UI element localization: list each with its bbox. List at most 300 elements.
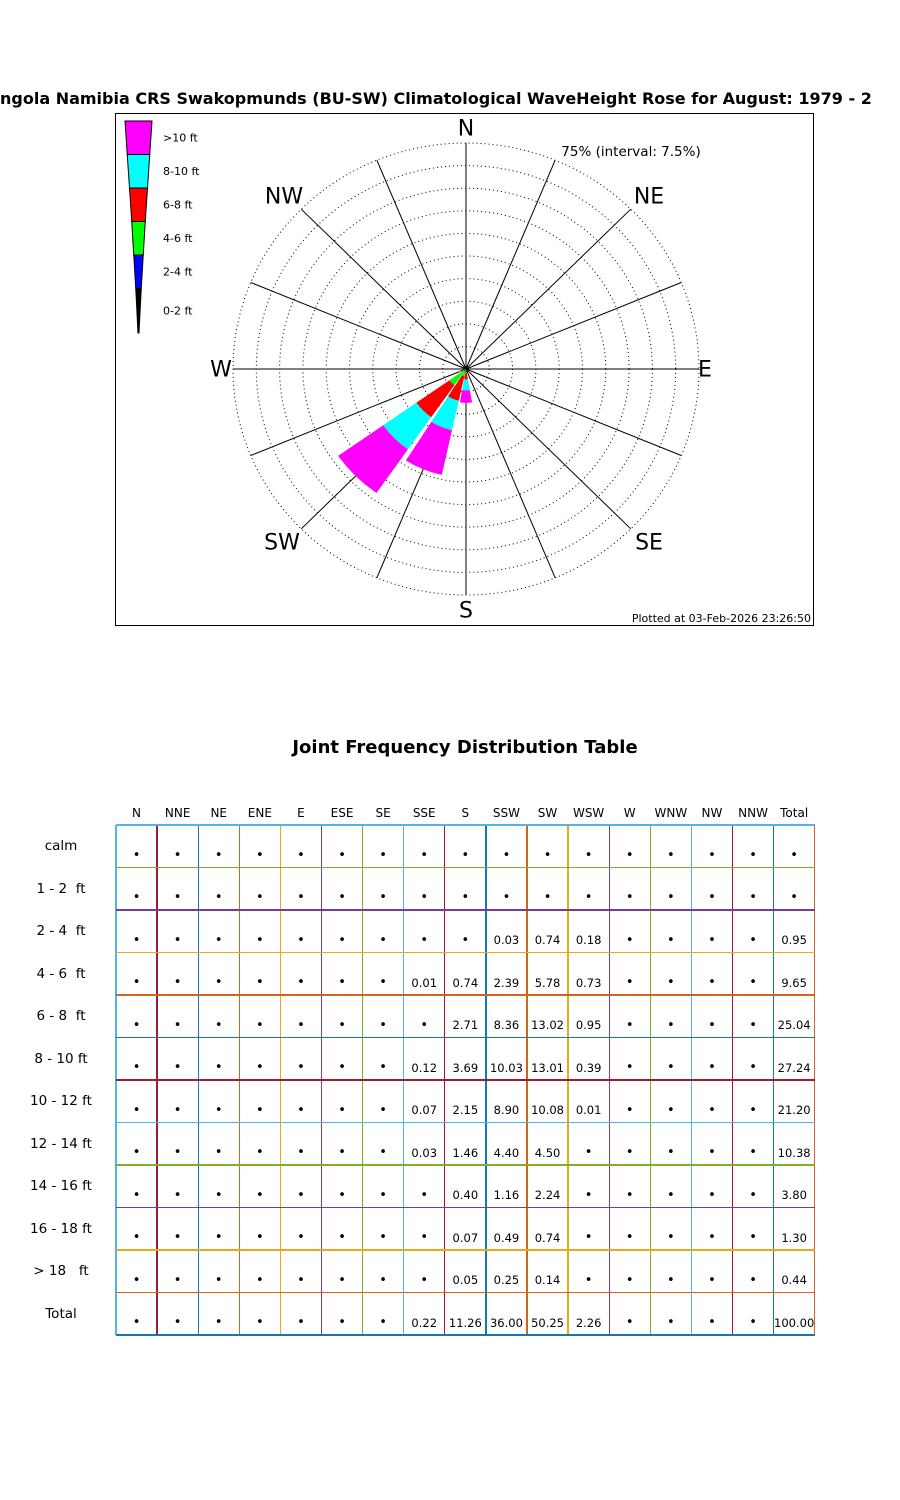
zero-dot: •	[749, 1230, 757, 1246]
table-cell	[609, 1038, 650, 1081]
table-cell	[404, 1165, 445, 1208]
table-cell	[609, 910, 650, 953]
table-cell	[280, 868, 321, 911]
table-cell	[116, 995, 157, 1038]
zero-dot: •	[338, 1272, 346, 1288]
zero-dot: •	[173, 932, 182, 948]
table-cell	[198, 825, 239, 868]
zero-dot: •	[625, 1060, 634, 1076]
table-cell	[445, 1038, 486, 1081]
zero-dot: •	[214, 1315, 223, 1331]
zero-dot: •	[338, 890, 346, 906]
row-label: 2 - 4 ft	[36, 923, 86, 940]
table-cell	[733, 1293, 774, 1336]
table-cell	[774, 1208, 815, 1251]
table-cell	[527, 953, 568, 996]
zero-dot: •	[338, 847, 346, 863]
zero-dot: •	[132, 1272, 141, 1288]
zero-dot: •	[132, 1017, 141, 1033]
zero-dot: •	[338, 1145, 346, 1161]
frequency-value: 0.18	[575, 933, 602, 948]
row-label: 14 - 16 ft	[30, 1178, 92, 1195]
frequency-value: 8.90	[493, 1103, 520, 1118]
zero-dot: •	[667, 1145, 675, 1161]
table-cell	[568, 910, 609, 953]
zero-dot: •	[749, 847, 757, 863]
table-cell	[733, 995, 774, 1038]
table-cell	[322, 825, 363, 868]
table-cell	[363, 1165, 404, 1208]
zero-dot: •	[214, 1272, 223, 1288]
zero-dot: •	[256, 1060, 264, 1076]
zero-dot: •	[625, 1187, 634, 1203]
compass-label-w: W	[210, 357, 232, 383]
zero-dot: •	[749, 975, 757, 991]
frequency-value: 25.04	[777, 1018, 811, 1033]
zero-dot: •	[625, 1272, 634, 1288]
table-cell	[322, 1250, 363, 1293]
zero-dot: •	[790, 890, 798, 906]
zero-dot: •	[173, 1230, 182, 1246]
table-cell	[157, 953, 198, 996]
zero-dot: •	[214, 1230, 223, 1246]
table-cell	[445, 1123, 486, 1166]
zero-dot: •	[667, 1060, 675, 1076]
frequency-value: 3.80	[781, 1188, 807, 1203]
table-cell	[691, 953, 732, 996]
table-cell	[322, 1080, 363, 1123]
zero-dot: •	[625, 1315, 634, 1331]
frequency-value: 2.26	[575, 1315, 602, 1330]
zero-dot: •	[584, 1230, 593, 1246]
table-cell	[527, 1250, 568, 1293]
table-cell	[733, 1208, 774, 1251]
table-cell	[568, 1038, 609, 1081]
col-header-total: Total	[780, 806, 809, 820]
table-cell	[280, 1080, 321, 1123]
zero-dot: •	[625, 932, 634, 948]
frequency-value: 36.00	[489, 1315, 523, 1330]
frequency-value: 0.74	[452, 975, 479, 990]
frequency-value: 0.73	[575, 975, 602, 990]
zero-dot: •	[256, 1315, 264, 1331]
col-header-w: W	[623, 806, 636, 820]
table-cell	[157, 1293, 198, 1336]
col-header-ssw: SSW	[492, 806, 520, 820]
table-cell	[486, 825, 527, 868]
zero-dot: •	[132, 932, 141, 948]
zero-dot: •	[214, 932, 223, 948]
zero-dot: •	[379, 847, 387, 863]
zero-dot: •	[338, 1017, 346, 1033]
table-cell	[568, 1208, 609, 1251]
table-cell	[363, 825, 404, 868]
zero-dot: •	[338, 1060, 346, 1076]
zero-dot: •	[708, 1187, 716, 1203]
frequency-value: 0.74	[534, 1230, 561, 1245]
table-cell	[733, 1080, 774, 1123]
zero-dot: •	[297, 1315, 305, 1331]
frequency-value: 10.03	[489, 1060, 523, 1075]
zero-dot: •	[297, 1272, 305, 1288]
table-cell	[568, 868, 609, 911]
table-cell	[609, 1165, 650, 1208]
table-cell	[116, 1038, 157, 1081]
zero-dot: •	[420, 1230, 429, 1246]
legend-label-3: 4-6 ft	[163, 231, 193, 245]
table-cell	[733, 825, 774, 868]
zero-dot: •	[173, 1315, 182, 1331]
zero-dot: •	[338, 1230, 346, 1246]
frequency-value: 4.50	[534, 1145, 561, 1160]
zero-dot: •	[132, 847, 141, 863]
row-label: 4 - 6 ft	[36, 965, 86, 982]
zero-dot: •	[667, 847, 675, 863]
table-cell	[404, 868, 445, 911]
table-cell	[733, 1123, 774, 1166]
ring-scale-label: 75% (interval: 7.5%)	[561, 144, 701, 160]
frequency-value: 27.24	[777, 1060, 811, 1075]
frequency-value: 1.16	[493, 1188, 520, 1203]
zero-dot: •	[749, 1315, 757, 1331]
table-cell	[609, 1293, 650, 1336]
zero-dot: •	[132, 1230, 141, 1246]
table-cell	[691, 1250, 732, 1293]
zero-dot: •	[749, 1272, 757, 1288]
grid-hline	[116, 824, 815, 825]
col-header-wsw: WSW	[572, 806, 605, 820]
table-cell	[609, 868, 650, 911]
row-label: 10 - 12 ft	[30, 1093, 92, 1110]
legend-label-2: 6-8 ft	[163, 198, 193, 212]
table-cell	[568, 825, 609, 868]
table-cell	[774, 995, 815, 1038]
zero-dot: •	[173, 1272, 182, 1288]
zero-dot: •	[749, 890, 757, 906]
zero-dot: •	[132, 1187, 141, 1203]
table-cell	[609, 1208, 650, 1251]
col-header-se: SE	[375, 806, 391, 820]
row-label: Total	[45, 1305, 77, 1322]
zero-dot: •	[461, 932, 470, 948]
table-cell	[157, 995, 198, 1038]
table-cell	[198, 1208, 239, 1251]
col-header-ese: ESE	[330, 806, 354, 820]
table-cell	[157, 1208, 198, 1251]
table-cell	[363, 1250, 404, 1293]
table-cell	[691, 1293, 732, 1336]
table-cell	[239, 995, 280, 1038]
zero-dot: •	[256, 1102, 264, 1118]
table-cell	[568, 995, 609, 1038]
row-label: > 18 ft	[33, 1263, 89, 1280]
row-label: 6 - 8 ft	[36, 1008, 86, 1025]
table-cell	[157, 910, 198, 953]
table-cell	[568, 1123, 609, 1166]
table-cell	[568, 1293, 609, 1336]
zero-dot: •	[338, 932, 346, 948]
table-cell	[198, 1038, 239, 1081]
zero-dot: •	[584, 1145, 593, 1161]
table-cell	[486, 1208, 527, 1251]
frequency-value: 100.00	[774, 1315, 815, 1330]
zero-dot: •	[256, 975, 264, 991]
table-cell	[733, 868, 774, 911]
table-cell	[239, 825, 280, 868]
zero-dot: •	[667, 975, 675, 991]
table-cell	[609, 1123, 650, 1166]
zero-dot: •	[667, 1017, 675, 1033]
frequency-value: 2.71	[452, 1018, 479, 1033]
zero-dot: •	[338, 1102, 346, 1118]
frequency-value: 0.44	[781, 1273, 807, 1288]
table-cell	[691, 1080, 732, 1123]
compass-label-s: S	[459, 598, 473, 624]
table-cell	[322, 1208, 363, 1251]
zero-dot: •	[667, 1315, 675, 1331]
frequency-value: 10.08	[531, 1103, 565, 1118]
table-cell	[404, 1080, 445, 1123]
table-cell	[774, 1293, 815, 1336]
zero-dot: •	[256, 890, 264, 906]
table-cell	[198, 1293, 239, 1336]
grid-hline	[116, 867, 815, 868]
table-cell	[650, 910, 691, 953]
table-cell	[691, 1038, 732, 1081]
col-header-wnw: WNW	[654, 806, 688, 820]
table-cell	[774, 910, 815, 953]
zero-dot: •	[625, 1230, 634, 1246]
table-cell	[445, 1250, 486, 1293]
table-cell	[198, 1123, 239, 1166]
zero-dot: •	[584, 1187, 593, 1203]
zero-dot: •	[667, 932, 675, 948]
zero-dot: •	[708, 1315, 716, 1331]
table-cell	[609, 1250, 650, 1293]
table-cell	[691, 825, 732, 868]
table-cell	[404, 1293, 445, 1336]
zero-dot: •	[214, 1060, 223, 1076]
table-cell	[691, 868, 732, 911]
table-cell	[650, 1293, 691, 1336]
zero-dot: •	[708, 1230, 716, 1246]
frequency-value: 13.02	[531, 1018, 565, 1033]
zero-dot: •	[173, 1187, 182, 1203]
table-cell	[280, 1038, 321, 1081]
table-cell	[486, 1038, 527, 1081]
table-cell	[322, 1293, 363, 1336]
table-cell	[157, 1250, 198, 1293]
col-header-sse: SSE	[412, 806, 436, 820]
table-cell	[404, 1123, 445, 1166]
zero-dot: •	[584, 890, 593, 906]
table-cell	[116, 1080, 157, 1123]
zero-dot: •	[379, 975, 387, 991]
table-cell	[486, 1293, 527, 1336]
table-cell	[445, 910, 486, 953]
table-cell	[733, 1165, 774, 1208]
table-cell	[239, 1208, 280, 1251]
table-cell	[116, 910, 157, 953]
table-cell	[322, 910, 363, 953]
table-cell	[445, 868, 486, 911]
zero-dot: •	[297, 932, 305, 948]
table-cell	[650, 1080, 691, 1123]
zero-dot: •	[379, 1017, 387, 1033]
zero-dot: •	[667, 1230, 675, 1246]
table-cell	[404, 910, 445, 953]
zero-dot: •	[708, 1017, 716, 1033]
table-cell	[445, 1165, 486, 1208]
table-cell	[650, 1250, 691, 1293]
table-cell	[363, 1038, 404, 1081]
zero-dot: •	[502, 847, 511, 863]
zero-dot: •	[338, 1315, 346, 1331]
table-cell	[239, 1080, 280, 1123]
table-cell	[322, 868, 363, 911]
compass-label-e: E	[698, 357, 712, 383]
compass-label-nw: NW	[264, 184, 304, 210]
zero-dot: •	[708, 890, 716, 906]
plotted-at-timestamp: Plotted at 03-Feb-2026 23:26:50	[631, 612, 811, 625]
table-cell	[527, 1038, 568, 1081]
frequency-value: 0.95	[781, 933, 807, 948]
table-cell	[280, 995, 321, 1038]
zero-dot: •	[297, 975, 305, 991]
frequency-value: 2.39	[493, 975, 520, 990]
table-cell	[198, 1250, 239, 1293]
zero-dot: •	[173, 1060, 182, 1076]
frequency-value: 2.15	[452, 1103, 479, 1118]
table-cell	[157, 1080, 198, 1123]
zero-dot: •	[749, 1102, 757, 1118]
table-cell	[363, 1080, 404, 1123]
frequency-value: 0.39	[575, 1060, 602, 1075]
table-cell	[322, 953, 363, 996]
table-cell	[774, 1080, 815, 1123]
zero-dot: •	[749, 1187, 757, 1203]
table-cell	[774, 1123, 815, 1166]
table-cell	[239, 1165, 280, 1208]
table-cell	[157, 825, 198, 868]
zero-dot: •	[256, 932, 264, 948]
table-cell	[280, 1123, 321, 1166]
table-cell	[116, 1250, 157, 1293]
zero-dot: •	[749, 1060, 757, 1076]
table-cell	[280, 953, 321, 996]
table-cell	[445, 825, 486, 868]
table-cell	[445, 1080, 486, 1123]
zero-dot: •	[708, 975, 716, 991]
frequency-value: 0.01	[411, 975, 438, 990]
col-header-sw: SW	[537, 806, 558, 820]
zero-dot: •	[297, 1230, 305, 1246]
legend-label-1: 8-10 ft	[163, 164, 200, 178]
table-cell	[774, 1250, 815, 1293]
table-cell	[239, 1250, 280, 1293]
frequency-value: 1.46	[452, 1145, 479, 1160]
table-cell	[691, 1165, 732, 1208]
zero-dot: •	[379, 1145, 387, 1161]
col-header-n: N	[132, 806, 142, 820]
table-cell	[691, 1123, 732, 1166]
zero-dot: •	[214, 1102, 223, 1118]
grid-hline	[116, 1122, 815, 1123]
table-cell	[650, 1038, 691, 1081]
table-cell	[116, 1123, 157, 1166]
frequency-value: 0.03	[493, 933, 520, 948]
frequency-value: 0.07	[452, 1230, 479, 1245]
compass-label-sw: SW	[264, 530, 300, 556]
table-cell	[445, 1208, 486, 1251]
zero-dot: •	[214, 1017, 223, 1033]
col-header-ne: NE	[210, 806, 228, 820]
table-cell	[363, 1208, 404, 1251]
table-cell	[157, 1038, 198, 1081]
table-cell	[116, 1208, 157, 1251]
zero-dot: •	[256, 1230, 264, 1246]
col-header-nne: NNE	[164, 806, 191, 820]
legend-label-0: >10 ft	[163, 131, 198, 145]
table-cell	[198, 995, 239, 1038]
frequency-value: 0.03	[411, 1145, 438, 1160]
table-cell	[486, 953, 527, 996]
zero-dot: •	[708, 1272, 716, 1288]
zero-dot: •	[708, 1060, 716, 1076]
table-cell	[527, 910, 568, 953]
table-cell	[733, 953, 774, 996]
zero-dot: •	[420, 1017, 429, 1033]
table-cell	[280, 910, 321, 953]
col-header-ene: ENE	[247, 806, 272, 820]
table-cell	[650, 1208, 691, 1251]
table-cell	[198, 910, 239, 953]
table-cell	[363, 995, 404, 1038]
zero-dot: •	[625, 1102, 634, 1118]
zero-dot: •	[214, 890, 223, 906]
frequency-value: 11.26	[448, 1315, 482, 1330]
zero-dot: •	[379, 890, 387, 906]
table-cell	[157, 868, 198, 911]
table-cell	[527, 995, 568, 1038]
table-cell	[609, 1080, 650, 1123]
zero-dot: •	[214, 975, 223, 991]
grid-hline	[116, 909, 815, 910]
row-label: 1 - 2 ft	[36, 880, 86, 897]
zero-dot: •	[173, 890, 182, 906]
table-cell	[157, 1165, 198, 1208]
table-cell	[198, 1080, 239, 1123]
frequency-value: 0.49	[493, 1230, 520, 1245]
zero-dot: •	[132, 1102, 141, 1118]
zero-dot: •	[173, 847, 182, 863]
table-cell	[404, 1208, 445, 1251]
zero-dot: •	[667, 1272, 675, 1288]
table-cell	[774, 1038, 815, 1081]
table-cell	[486, 868, 527, 911]
zero-dot: •	[708, 1102, 716, 1118]
table-cell	[486, 910, 527, 953]
table-cell	[568, 953, 609, 996]
zero-dot: •	[297, 1017, 305, 1033]
zero-dot: •	[132, 1315, 141, 1331]
grid-hline	[116, 952, 815, 953]
table-cell	[527, 1293, 568, 1336]
table-cell	[322, 1165, 363, 1208]
zero-dot: •	[132, 1060, 141, 1076]
table-cell	[774, 825, 815, 868]
zero-dot: •	[214, 1145, 223, 1161]
